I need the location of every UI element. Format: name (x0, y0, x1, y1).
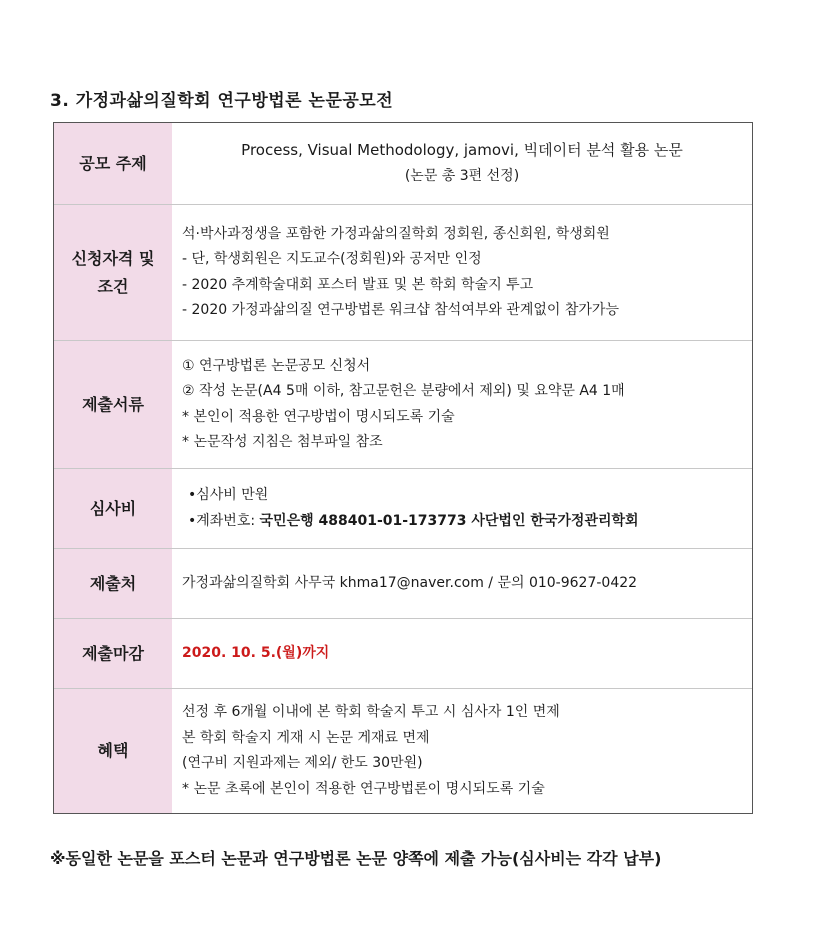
deadline-text: 2020. 10. 5.(월)까지 (182, 644, 330, 661)
label-benefits: 혜택 (54, 689, 172, 813)
benefits-line: * 논문 초록에 본인이 적용한 연구방법론이 명시되도록 기술 (182, 780, 545, 797)
label-eligibility-line1: 신청자격 및 (71, 248, 155, 268)
label-eligibility (54, 205, 172, 340)
eligibility-line: 석·박사과정생을 포함한 가정과삶의질학회 정회원, 종신회원, 학생회원 (182, 225, 610, 242)
content-benefits (172, 689, 752, 813)
eligibility-line: - 단, 학생회원은 지도교수(정회원)와 공저만 인정 (182, 251, 482, 267)
eligibility-line: - 2020 가정과삶의질 연구방법론 워크샵 참석여부와 관계없이 참가가능 (182, 302, 619, 318)
benefits-line: 본 학회 학술지 게재 시 논문 게재료 면제 (182, 729, 430, 746)
theme-line: Process, Visual Methodology, jamovi, 빅데이터 분석 활용 논문 (241, 141, 683, 159)
label-documents: 제출서류 (54, 341, 172, 468)
documents-line: ② 작성 논문(A4 5매 이하, 참고문헌은 분량에서 제외) 및 요약문 A4 1매 (182, 383, 625, 399)
benefits-line: 선정 후 6개월 이내에 본 학회 학술지 투고 시 심사자 1인 면제 (182, 704, 560, 720)
documents-line: * 논문작성 지침은 첨부파일 참조 (182, 434, 383, 450)
row-submit-to (54, 549, 752, 619)
label-deadline: 제출마감 (54, 619, 172, 688)
documents-line: ① 연구방법론 논문공모 신청서 (182, 357, 371, 374)
footer-note: ※동일한 논문을 포스터 논문과 연구방법론 논문 양쪽에 제출 가능(심사비는 각각 납부) (50, 849, 662, 868)
benefits-line: (연구비 지원과제는 제외/ 한도 30만원) (182, 755, 423, 771)
row-fee (54, 469, 752, 549)
content-documents (172, 341, 752, 468)
content-fee (172, 469, 752, 548)
label-eligibility-line2: 조건 (97, 276, 129, 296)
row-theme (54, 123, 752, 205)
content-eligibility (172, 205, 752, 340)
content-submit-to (172, 549, 752, 618)
fee-account-prefix: •계좌번호: (188, 512, 260, 529)
content-deadline (172, 619, 752, 688)
row-benefits (54, 689, 752, 813)
eligibility-line: - 2020 추계학술대회 포스터 발표 및 본 학회 학술지 투고 (182, 276, 534, 293)
label-fee: 심사비 (54, 469, 172, 548)
label-theme: 공모 주제 (54, 123, 172, 204)
fee-account (182, 509, 742, 535)
section-title: 3. 가정과삶의질학회 연구방법론 논문공모전 (50, 91, 394, 111)
label-submit-to: 제출처 (54, 549, 172, 618)
row-eligibility (54, 205, 752, 341)
theme-line: (논문 총 3편 선정) (404, 167, 520, 184)
submit-to-text: 가정과삶의질학회 사무국 khma17@naver.com / 문의 010-9627-0422 (182, 574, 638, 591)
row-documents (54, 341, 752, 469)
fee-account-number: 국민은행 488401-01-173773 사단법인 한국가정관리학회 (259, 512, 639, 529)
documents-line: * 본인이 적용한 연구방법이 명시되도록 기술 (182, 408, 455, 425)
content-theme (172, 123, 752, 204)
row-deadline (54, 619, 752, 689)
fee-amount: •심사비 만원 (188, 487, 269, 503)
contest-info-table (53, 122, 753, 814)
